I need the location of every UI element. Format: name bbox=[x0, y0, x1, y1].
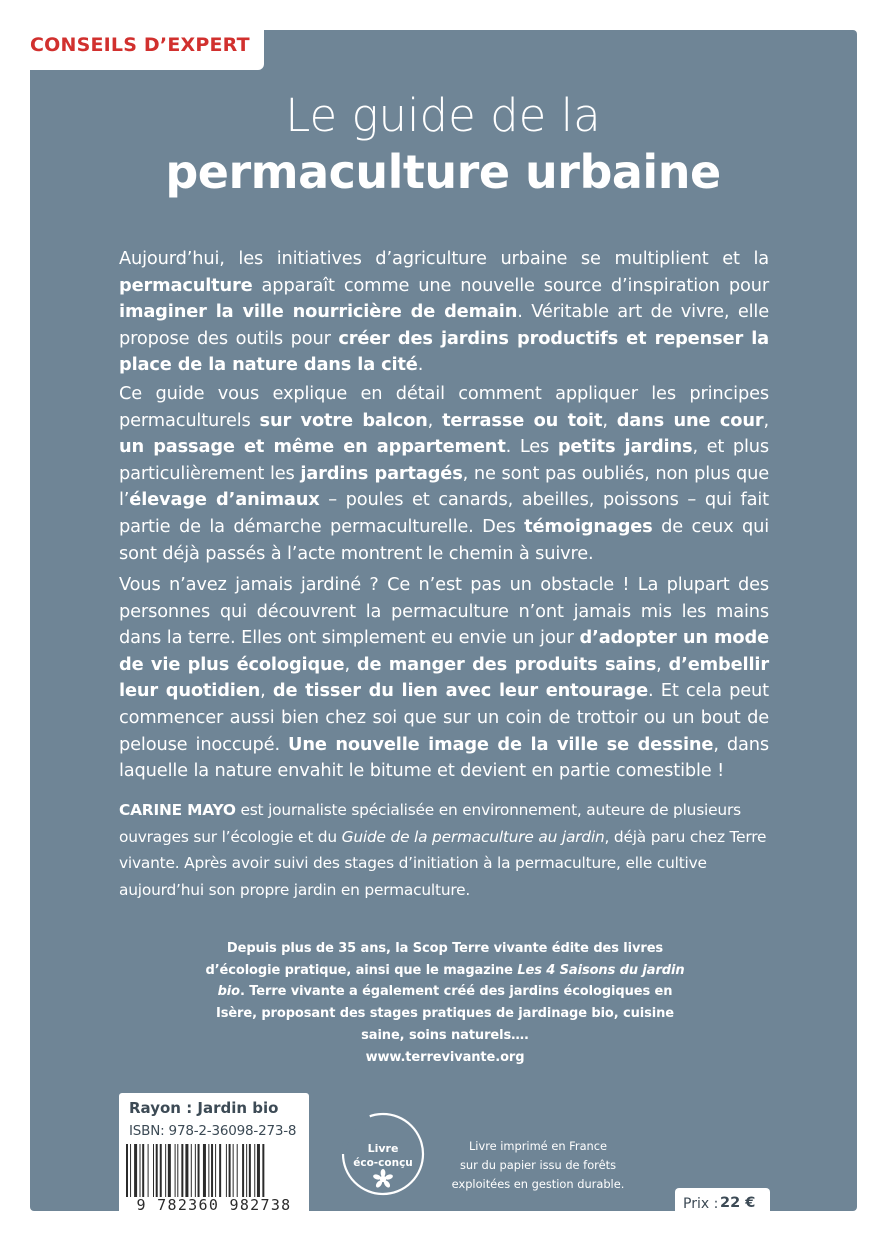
bold-phrase: un passage et même en appartement bbox=[119, 436, 506, 458]
barcode-bar bbox=[226, 1144, 227, 1197]
text-run: , ne sont pas oubliés, non plus que l’ bbox=[119, 462, 769, 511]
price-label: Prix : bbox=[683, 1196, 719, 1212]
barcode-bar bbox=[160, 1144, 162, 1197]
bold-phrase: créer des jardins productifs et repenser la place de la nature dans la cité bbox=[119, 327, 769, 376]
barcode-bar bbox=[195, 1144, 196, 1197]
paragraph-intro bbox=[119, 246, 769, 379]
bold-phrase: terrasse ou toit bbox=[442, 409, 603, 431]
barcode-bar bbox=[242, 1144, 244, 1197]
bold-phrase: témoignages bbox=[524, 515, 653, 537]
bold-phrase: de tisser du lien avec leur entourage bbox=[272, 680, 649, 702]
panel-cutout bbox=[857, 845, 886, 1115]
barcode-bar bbox=[126, 1144, 128, 1197]
barcode-bar bbox=[191, 1144, 192, 1197]
title-line-1: Le guide de la bbox=[285, 89, 601, 142]
bold-phrase: permaculture bbox=[119, 274, 253, 296]
barcode-bar bbox=[257, 1144, 260, 1197]
barcode-bar bbox=[262, 1144, 264, 1197]
paragraph-beginners bbox=[119, 572, 769, 785]
barcode-digits: 9 782360 982738 bbox=[136, 1196, 292, 1214]
print-note-line: exploitées en gestion durable. bbox=[451, 1177, 625, 1191]
barcode-bar bbox=[211, 1144, 213, 1197]
barcode-bar bbox=[175, 1144, 176, 1197]
barcode-bar bbox=[130, 1144, 131, 1197]
author-bio bbox=[119, 797, 779, 903]
print-note bbox=[440, 1137, 636, 1194]
barcode-bar bbox=[233, 1144, 234, 1197]
text-run: , bbox=[260, 680, 273, 702]
barcode-bar bbox=[140, 1144, 141, 1197]
text-run: , bbox=[427, 409, 443, 431]
text-run: , bbox=[344, 653, 357, 675]
bold-phrase: élevage d’animaux bbox=[129, 489, 320, 511]
publisher-blurb bbox=[200, 938, 690, 1068]
barcode-bar bbox=[177, 1144, 178, 1197]
print-note-line: Livre imprimé en France bbox=[468, 1139, 608, 1153]
barcode-bar bbox=[156, 1144, 158, 1197]
barcode-bar bbox=[165, 1144, 166, 1197]
text-run: , bbox=[602, 409, 617, 431]
text-run: . bbox=[417, 354, 424, 376]
eco-badge-line-2: éco-conçu bbox=[353, 1157, 413, 1169]
text-run: est journaliste spécialisée en environnement, auteure de plusieurs ouvrages sur l’écologie et du bbox=[119, 801, 741, 846]
text-run: . Et cela peut commencer aussi bien chez soi que sur un coin de trottoir ou un bout de pelouse inoccupé. bbox=[119, 680, 769, 755]
barcode-bar bbox=[148, 1144, 149, 1197]
barcode bbox=[126, 1144, 302, 1197]
text-run: , bbox=[656, 653, 669, 675]
price-value: 22 € bbox=[720, 1195, 756, 1211]
bold-phrase: jardins partagés bbox=[300, 462, 463, 484]
text-run: Ce guide vous explique en détail comment appliquer les principes permaculturels bbox=[119, 383, 769, 431]
text-run: , dans laquelle la nature envahit le bitume et devient en partie comestible ! bbox=[119, 733, 770, 782]
barcode-bar bbox=[134, 1144, 137, 1197]
italic-title: Guide de la permaculture au jardin bbox=[341, 827, 605, 846]
barcode-bar bbox=[181, 1144, 183, 1197]
bold-phrase: d’embellir leur quotidien bbox=[119, 653, 769, 702]
barcode-bar bbox=[215, 1144, 216, 1197]
barcode-bar bbox=[229, 1144, 231, 1197]
barcode-bar bbox=[219, 1144, 221, 1197]
text-run: de ceux qui sont déjà passés à l’acte montrent le chemin à suivre. bbox=[119, 515, 770, 564]
barcode-bar bbox=[208, 1144, 209, 1197]
text-run: , déjà paru chez Terre vivante. Après avoir suivi des stages d’initiation à la permaculture, elle cultive aujourd’hui son propre jardin en permaculture. bbox=[119, 827, 767, 899]
text-run: . Terre vivante a également créé des jardins écologiques en Isère, proposant des stages pratiques de jardinage bio, cuisine saine, soins naturels…. bbox=[215, 984, 675, 1043]
series-label: CONSEILS D’EXPERT bbox=[30, 34, 250, 56]
bold-phrase: de manger des produits sains bbox=[356, 653, 657, 675]
bold-phrase: Une nouvelle image de la ville se dessine bbox=[288, 733, 714, 755]
text-run: . Les bbox=[505, 436, 558, 458]
text-run: . Véritable art de vivre, elle propose des outils pour bbox=[119, 301, 769, 349]
text-run: , bbox=[763, 409, 769, 431]
barcode-bar bbox=[142, 1144, 144, 1197]
bold-phrase: imaginer la ville nourricière de demain bbox=[119, 301, 518, 323]
barcode-bar bbox=[254, 1144, 255, 1197]
paragraph-guide bbox=[119, 381, 769, 567]
barcode-bar bbox=[203, 1144, 206, 1197]
text-run: Aujourd’hui, les initiatives d’agriculture urbaine se multiplient et la bbox=[119, 248, 769, 269]
print-note-line: sur du papier issu de forêts bbox=[460, 1158, 616, 1172]
barcode-bar bbox=[153, 1144, 154, 1197]
bold-phrase: petits jardins bbox=[557, 436, 693, 458]
barcode-bar bbox=[198, 1144, 200, 1197]
italic-title: Les 4 Saisons du jardin bio bbox=[217, 962, 685, 1000]
barcode-bar bbox=[237, 1144, 238, 1197]
barcode-bar bbox=[249, 1144, 251, 1197]
rayon-label: Rayon : Jardin bio bbox=[129, 1099, 279, 1117]
text-run: Vous n’avez jamais jardiné ? Ce n’est pas un obstacle ! La plupart des personnes qui découvrent la permaculture n’ont jamais mis les mains dans la terre. Elles ont simplement eu envie un jour bbox=[119, 574, 769, 649]
text-run: , et plus particulièrement les bbox=[119, 436, 769, 484]
barcode-bar bbox=[185, 1144, 188, 1197]
text-run: – poules et canards, abeilles, poissons – qui fait partie de la démarche permaculturelle. Des bbox=[119, 489, 769, 537]
bold-phrase: dans une cour bbox=[616, 409, 764, 431]
bold-phrase: sur votre balcon bbox=[259, 409, 428, 431]
eco-badge-line-1: Livre bbox=[367, 1142, 399, 1155]
text-run: www.terrevivante.org bbox=[365, 1049, 525, 1065]
bold-phrase: CARINE MAYO bbox=[119, 801, 236, 819]
bold-phrase: d’adopter un mode de vie plus écologique bbox=[119, 627, 769, 675]
isbn-box bbox=[119, 1093, 309, 1219]
title-line-2: permaculture urbaine bbox=[165, 145, 721, 199]
text-run: Depuis plus de 35 ans, la Scop Terre vivante édite des livres d’écologie pratique, ainsi que le magazine bbox=[205, 941, 664, 978]
barcode-bar bbox=[246, 1144, 247, 1197]
isbn-number: ISBN: 978-2-36098-273-8 bbox=[129, 1123, 297, 1139]
barcode-bar bbox=[168, 1144, 171, 1197]
text-run: apparaît comme une nouvelle source d’inspiration pour bbox=[252, 274, 769, 296]
